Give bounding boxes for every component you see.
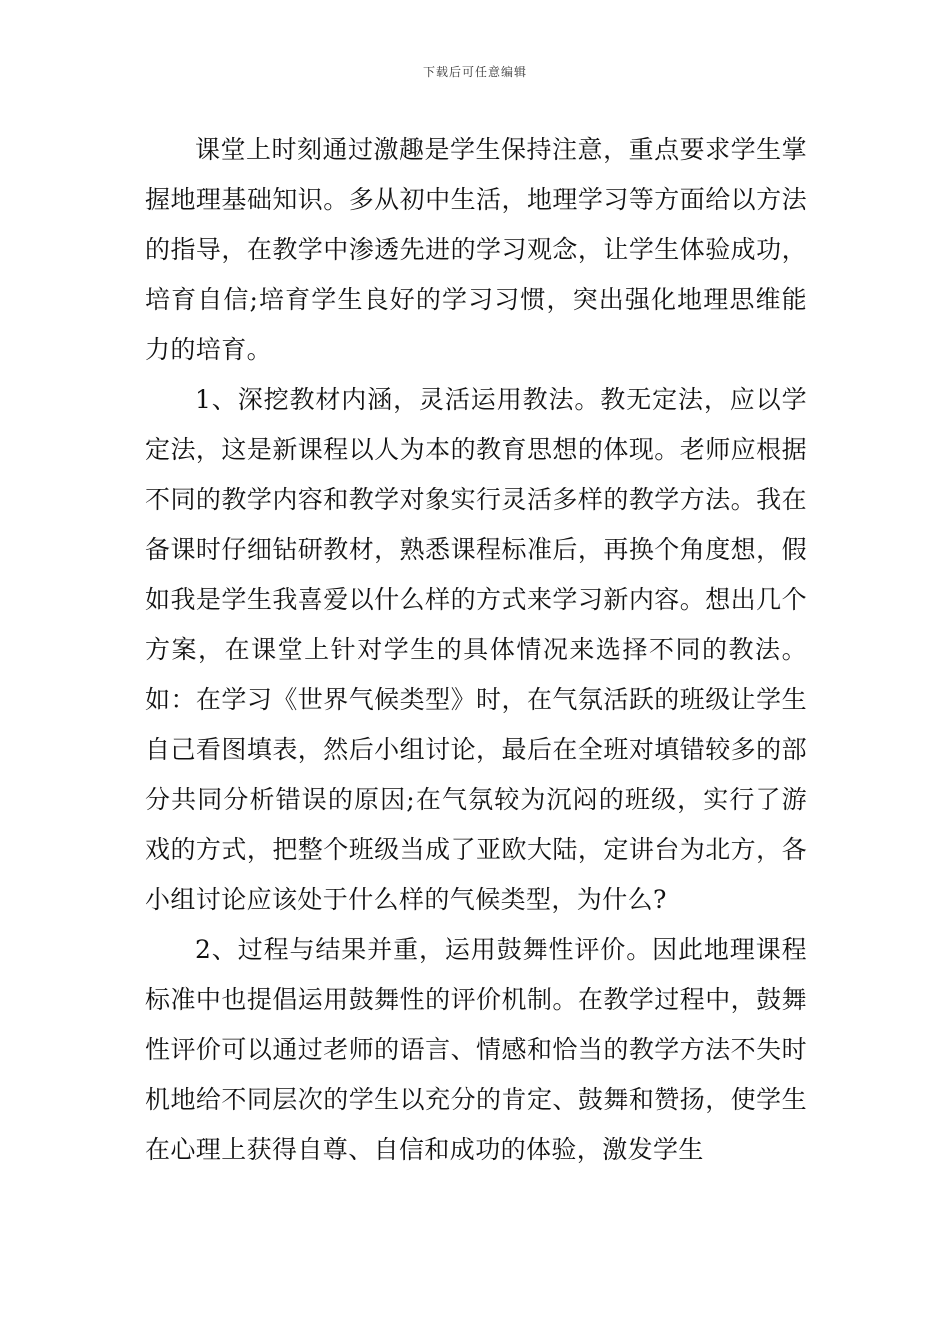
paragraph-intro: 课堂上时刻通过激趣是学生保持注意，重点要求学生掌握地理基础知识。多从初中生活，地理学习等方面给以方法的指导，在教学中渗透先进的学习观念，让学生体验成功，培育自信;培育学生良好的学习习惯，突出强化地理思维能力的培育。	[145, 135, 807, 364]
document-body	[145, 125, 807, 1175]
paragraph-point-2: 2、过程与结果并重，运用鼓舞性评价。因此地理课程标准中也提倡运用鼓舞性的评价机制。在教学过程中，鼓舞性评价可以通过老师的语言、情感和恰当的教学方法不失时机地给不同层次的学生以充分的肯定、鼓舞和赞扬，使学生在心理上获得自尊、自信和成功的体验，激发学生	[145, 935, 807, 1164]
page-header: 下载后可任意编辑	[422, 65, 527, 79]
paragraph-point-1: 1、深挖教材内涵，灵活运用教法。教无定法，应以学定法，这是新课程以人为本的教育思想的体现。老师应根据不同的教学内容和教学对象实行灵活多样的教学方法。我在备课时仔细钻研教材，熟悉课程标准后，再换个角度想，假如我是学生我喜爱以什么样的方式来学习新内容。想出几个方案，在课堂上针对学生的具体情况来选择不同的教法。如：在学习《世界气候类型》时，在气氛活跃的班级让学生自己看图填表，然后小组讨论，最后在全班对填错较多的部分共同分析错误的原因;在气氛较为沉闷的班级，实行了游戏的方式，把整个班级当成了亚欧大陆，定讲台为北方，各小组讨论应该处于什么样的气候类型，为什么?	[145, 385, 807, 914]
